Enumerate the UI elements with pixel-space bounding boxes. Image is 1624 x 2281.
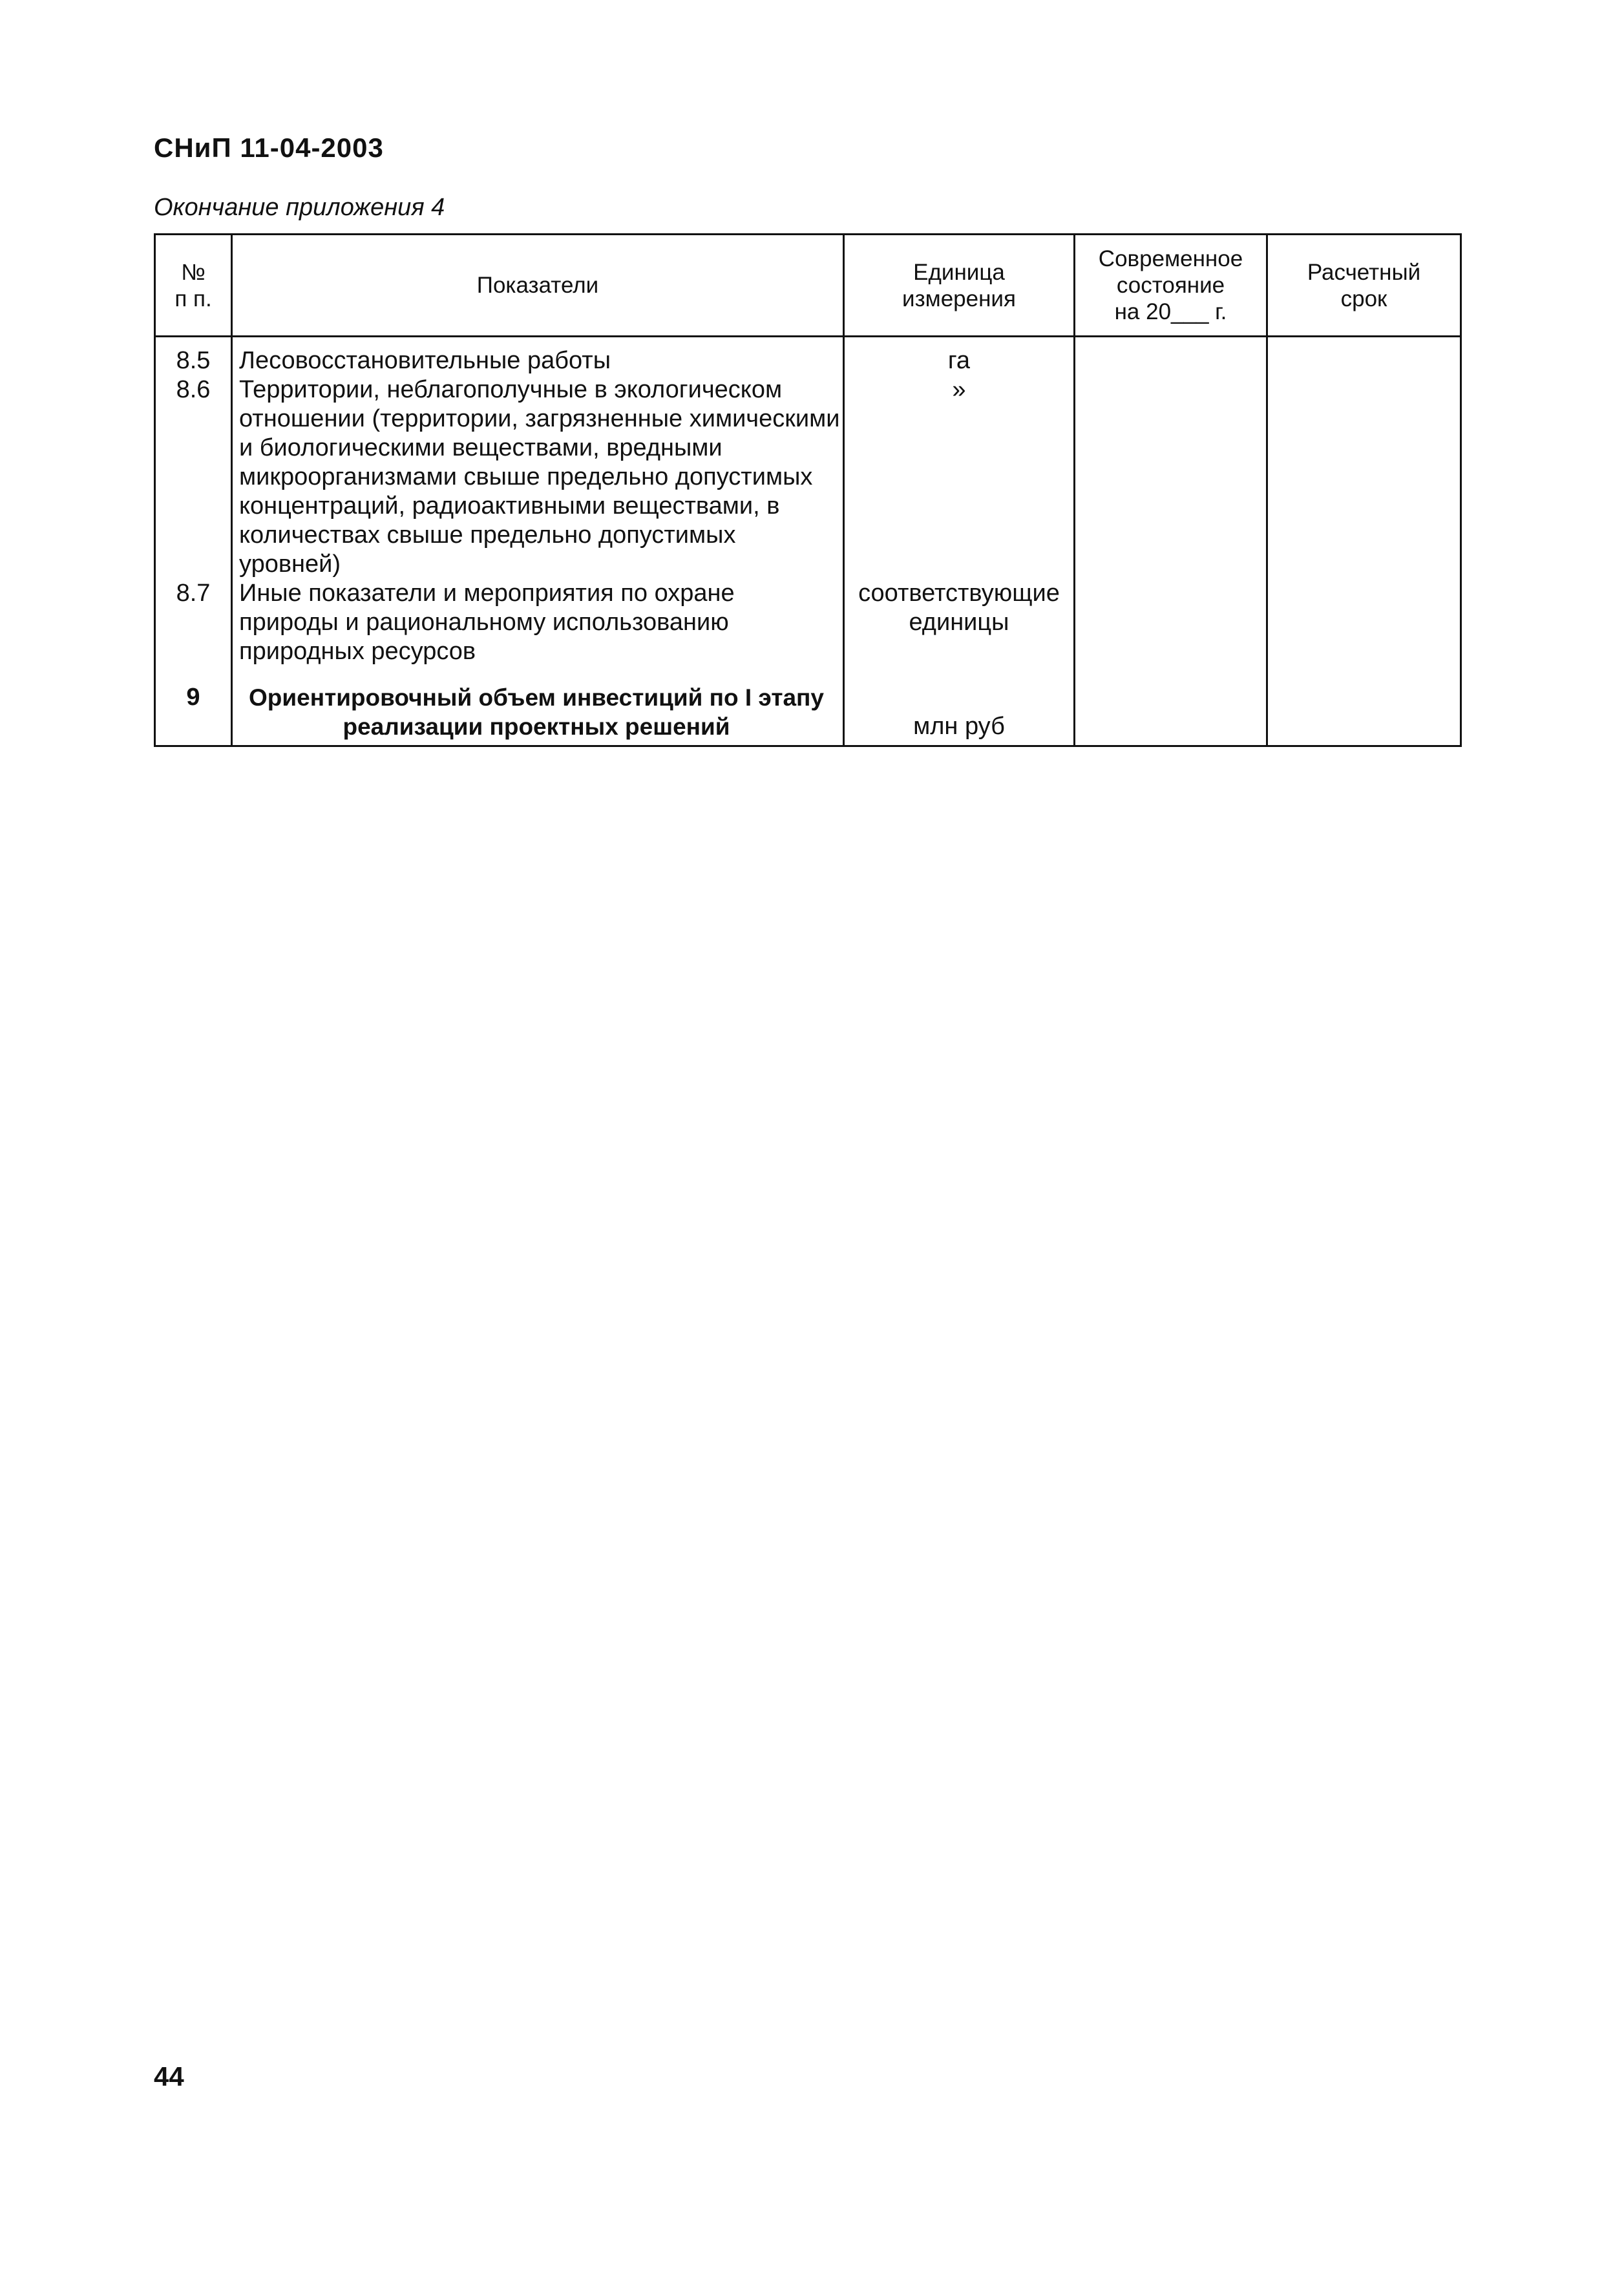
table-row: [155, 579, 1461, 670]
row-unit: га: [844, 337, 1075, 376]
row-current-state: [1075, 670, 1267, 746]
header-unit-line2: измерения: [902, 286, 1016, 311]
row-unit: соответствующие единицы: [844, 579, 1075, 670]
header-number: [155, 235, 232, 337]
header-current-line1: Современное: [1098, 246, 1243, 271]
row-number: 8.6: [155, 375, 232, 579]
row-indicator: Территории, неблагополучные в экологическом отношении (территории, загрязненные химическими и биологическими веществами, вредными микроорганизмами свыше предельно допустимых концентраций, радиоактивными веществами, в количествах свыше предельно допустимых уровней): [232, 375, 844, 579]
row-indicator: Лесовосстановительные работы: [232, 337, 844, 376]
row-indicator: Иные показатели и мероприятия по охране природы и рациональному использованию природных ресурсов: [232, 579, 844, 670]
page-number: 44: [154, 2061, 184, 2092]
row-estimated-term: [1267, 670, 1461, 746]
row-unit: »: [844, 375, 1075, 579]
header-unit: [844, 235, 1075, 337]
row-estimated-term: [1267, 579, 1461, 670]
table-header-row: [155, 235, 1461, 337]
row-current-state: [1075, 375, 1267, 579]
table-row: [155, 337, 1461, 376]
row-number: 9: [155, 670, 232, 746]
document-code: СНиП 11-04-2003: [154, 132, 384, 163]
header-current-state: [1075, 235, 1267, 337]
row-estimated-term: [1267, 337, 1461, 376]
row-current-state: [1075, 579, 1267, 670]
table-row: [155, 670, 1461, 746]
header-current-line3: на 20___ г.: [1114, 299, 1227, 324]
appendix-note: Окончание приложения 4: [154, 194, 445, 221]
header-current-line2: состояние: [1116, 273, 1225, 298]
header-term-line1: Расчетный: [1307, 259, 1421, 285]
header-term-line2: срок: [1340, 286, 1387, 311]
header-unit-line1: Единица: [913, 259, 1005, 285]
row-number: 8.5: [155, 337, 232, 376]
row-unit: млн руб: [844, 670, 1075, 746]
table-row: [155, 375, 1461, 579]
header-indicators: [232, 235, 844, 337]
row-number: 8.7: [155, 579, 232, 670]
header-number-line2: п п.: [174, 286, 212, 311]
row-indicator: Ориентировочный объем инвестиций по I этапу реализации проектных решений: [232, 670, 844, 746]
row-estimated-term: [1267, 375, 1461, 579]
header-indicators-label: Показатели: [476, 273, 599, 298]
indicators-table: [154, 233, 1462, 747]
header-estimated-term: [1267, 235, 1461, 337]
row-current-state: [1075, 337, 1267, 376]
header-number-line1: №: [181, 259, 206, 285]
